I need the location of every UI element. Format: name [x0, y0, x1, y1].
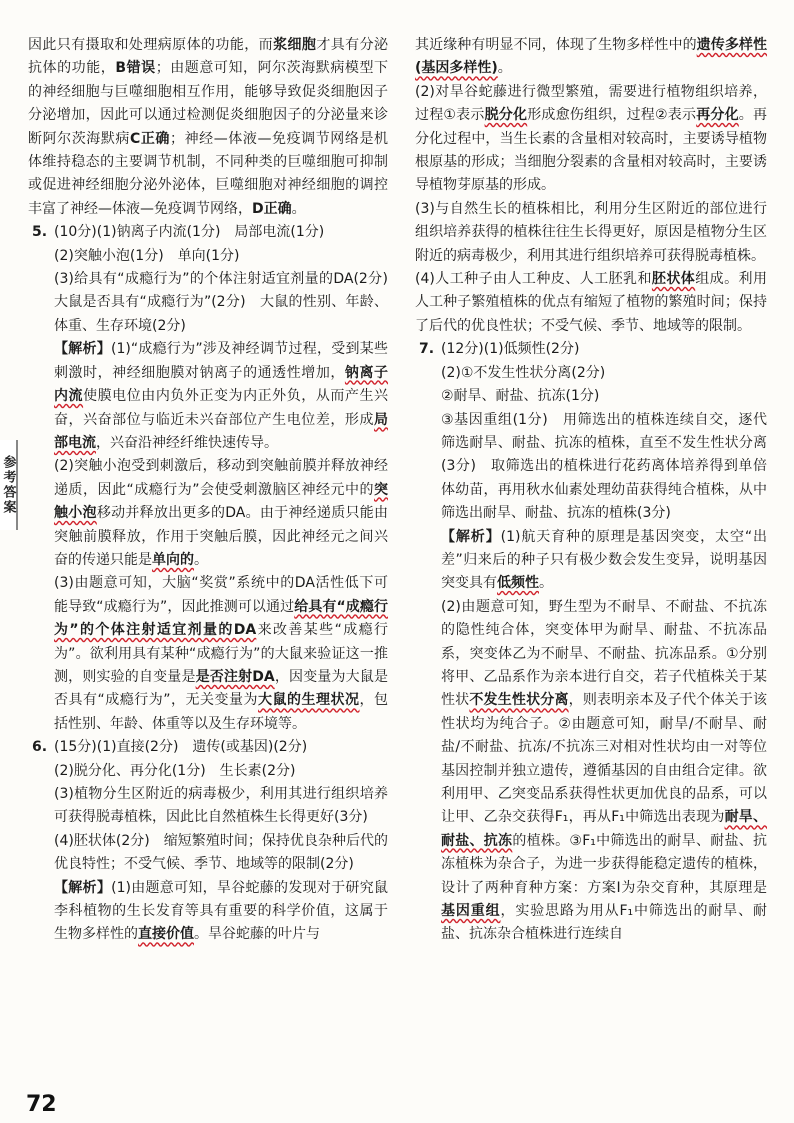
question-5: 5. (10分)(1)钠离子内流(1分) 局部电流(1分) (2)突触小泡(1分) 单向(1分) (3)给具有“成瘾行为”的个体注射适宜剂量的DA(2分) 大鼠是否具有“成瘾行为”(2分) 大鼠的性别、年龄、体重、生存环境(2分) 【解析】(1)“成瘾行为”涉及神经调节过程，受到某些刺激时，神经细胞膜对钠离子的通透性增加，钠离子内流使膜电位由内负外正变为内正外负，从而产生兴奋，兴奋部位与临近未兴奋部位产生电位差，形成局部电流，兴奋沿神经纤维快速传导。 (2)突触小泡受到刺激后，移动到突触前膜并释放神经递质，因此“成瘾行为”会使受刺激脑区神经元中的突触小泡移动并释放出更多的DA。由于神经递质只能由突触前膜释放，作用于突触后膜，因此神经元之间兴奋的传递只能是单向的。 (3)由题意可知，大脑“奖赏”系统中的DA活性低下可能导致“成瘾行为”，因此推测可以通过给具有“成瘾行为”的个体注射适宜剂量的DA来改善某些“成瘾行为”。欲利用具有某种“成瘾行为”的大鼠来验证这一推测，则实验的自变量是是否注射DA，因变量为大鼠是否具有“成瘾行为”，无关变量为大鼠的生理状况，包括性别、年龄、体重等以及生存环境等。: [28, 221, 388, 736]
analysis: 【解析】(1)“成瘾行为”涉及神经调节过程，受到某些刺激时，神经细胞膜对钠离子的通透性增加，钠离子内流使膜电位由内负外正变为内正外负，从而产生兴奋，兴奋部位与临近未兴奋部位产生电位差，形成局部电流，兴奋沿神经纤维快速传导。: [54, 341, 389, 451]
question-number: 5.: [32, 224, 48, 241]
page-number: 72: [26, 1092, 57, 1117]
question-number: 7.: [419, 341, 435, 358]
question-7: 7. (12分)(1)低频性(2分) (2)①不发生性状分离(2分) ②耐旱、耐盐、抗冻(1分) ③基因重组(1分) 用筛选出的植株连续自交，逐代筛选耐旱、耐盐、抗冻的植株，直至不发生性状分离(3分) 取筛选出的植株进行花药离体培养得到单倍体幼苗，再用秋水仙素处理幼苗获得纯合植株，从中筛选出耐旱、耐盐、抗冻的植株(3分) 【解析】(1)航天育种的原理是基因突变，太空“出差”归来后的种子只有极少数会发生变异，说明基因突变具有低频性。 (2)由题意可知，野生型为不耐旱、不耐盐、不抗冻的隐性纯合体，突变体甲为耐旱、耐盐、不抗冻品系，突变体乙为不耐旱、不耐盐、抗冻品系。①分别将甲、乙品系作为亲本进行自交，若子代植株关于某性状不发生性状分离，则表明亲本及子代个体关于该性状均为纯合子。②由题意可知，耐旱/不耐旱、耐盐/不耐盐、抗冻/不抗冻三对相对性状均由一对等位基因控制并独立遗传，遵循基因的自由组合定律。欲利用甲、乙突变品系获得性状更加优良的品系，可以让甲、乙杂交获得F₁，再从F₁中筛选出表现为耐旱、耐盐、抗冻的植株。③F₁中筛选出的耐旱、耐盐、抗冻植株为杂合子，为进一步获得能稳定遗传的植株，设计了两种育种方案：方案Ⅰ为杂交育种，其原理是基因重组，实验思路为用从F₁中筛选出的耐旱、耐盐、抗冻杂合植株进行连续自: [415, 338, 767, 947]
left-column: [28, 34, 402, 947]
q4-continuation: 因此只有摄取和处理病原体的功能，而浆细胞才具有分泌抗体的功能，B错误；由题意可知，阿尔茨海默病模型下的神经细胞与巨噬细胞相互作用，能够导致促炎细胞因子分泌增加，因此可以通过检测促炎细胞因子的分泌量来诊断阿尔茨海默病C正确；神经—体液—免疫调节网络是机体维持稳态的主要调节机制，不同种类的巨噬细胞可抑制或促进神经细胞分泌外泌体，巨噬细胞对神经细胞的调控丰富了神经—体液—免疫调节网络，D正确。: [28, 37, 389, 217]
question-number: 6.: [32, 739, 48, 756]
side-tab-answers: 参考答案: [0, 440, 18, 530]
analysis: 【解析】(1)航天育种的原理是基因突变，太空“出差”归来后的种子只有极少数会发生变异，说明基因突变具有低频性。: [441, 528, 767, 592]
analysis: 【解析】(1)由题意可知，旱谷蛇藤的发现对于研究鼠李科植物的生长发育等具有重要的科学价值，这属于生物多样性的直接价值。旱谷蛇藤的叶片与: [54, 879, 388, 943]
right-column: 其近缘种有明显不同，体现了生物多样性中的遗传多样性(基因多样性)。 (2)对旱谷蛇藤进行微型繁殖，需要进行植物组织培养，过程①表示脱分化形成愈伤组织，过程②表示再分化。再分化过程中，当生长素的含量相对较高时，主要诱导植物根原基的形成；当细胞分裂素的含量相对较高时，主要诱导植物芽原基的形成。 (3)与自然生长的植株相比，利用分生区附近的部位进行组织培养获得的植株往往生长得更好，原因是植物分生区附近的病毒极少，利用其进行组织培养可获得脱毒植株。 (4)人工种子由人工种皮、人工胚乳和胚状体组成。利用人工种子繁殖植株的优点有缩短了植物的繁殖时间；保持了后代的优良性状；不受气候、季节、地域等的限制。 7. (12分)(1)低频性(2分) (2)①不发生性状分离(2分) ②耐旱、耐盐、抗冻(1分) ③基因重组(1分) 用筛选出的植株连续自交，逐代筛选耐旱、耐盐、抗冻的植株，直至不发生性状分离(3分) 取筛选出的植株进行花药离体培养得到单倍体幼苗，再用秋水仙素处理幼苗获得纯合植株，从中筛选出耐旱、耐盐、抗冻的植株(3分) 【解析】(1)航天育种的原理是基因突变，太空“出差”归来后的种子只有极少数会发生变异，说明基因突变具有低频性。 (2)由题意可知，野生型为不耐旱、不耐盐、不抗冻的隐性纯合体，突变体甲为耐旱、耐盐、不抗冻品系，突变体乙为不耐旱、不耐盐、抗冻品系。①分别将甲、乙品系作为亲本进行自交，若子代植株关于某性状不发生性状分离，则表明亲本及子代个体关于该性状均为纯合子。②由题意可知，耐旱/不耐旱、耐盐/不耐盐、抗冻/不抗冻三对相对性状均由一对等位基因控制并独立遗传，遵循基因的自由组合定律。欲利用甲、乙突变品系获得性状更加优良的品系，可以让甲、乙杂交获得F₁，再从F₁中筛选出表现为耐旱、耐盐、抗冻的植株。③F₁中筛选出的耐旱、耐盐、抗冻植株为杂合子，为进一步获得能稳定遗传的植株，设计了两种育种方案：方案Ⅰ为杂交育种，其原理是基因重组，实验思路为用从F₁中筛选出的耐旱、耐盐、抗冻杂合植株进行连续自: [415, 34, 767, 947]
question-6: 6. (15分)(1)直接(2分) 遗传(或基因)(2分) (2)脱分化、再分化(1分) 生长素(2分) (3)植物分生区附近的病毒极少，利用其进行组织培养可获得脱毒植株，因此比自然植株生长得更好(3分) (4)胚状体(2分) 缩短繁殖时间；保持优良杂种后代的优良特性；不受气候、季节、地域等的限制(2分) 【解析】(1)由题意可知，旱谷蛇藤的发现对于研究鼠李科植物的生长发育等具有重要的科学价值，这属于生物多样性的直接价值。旱谷蛇藤的叶片与: [28, 736, 388, 947]
